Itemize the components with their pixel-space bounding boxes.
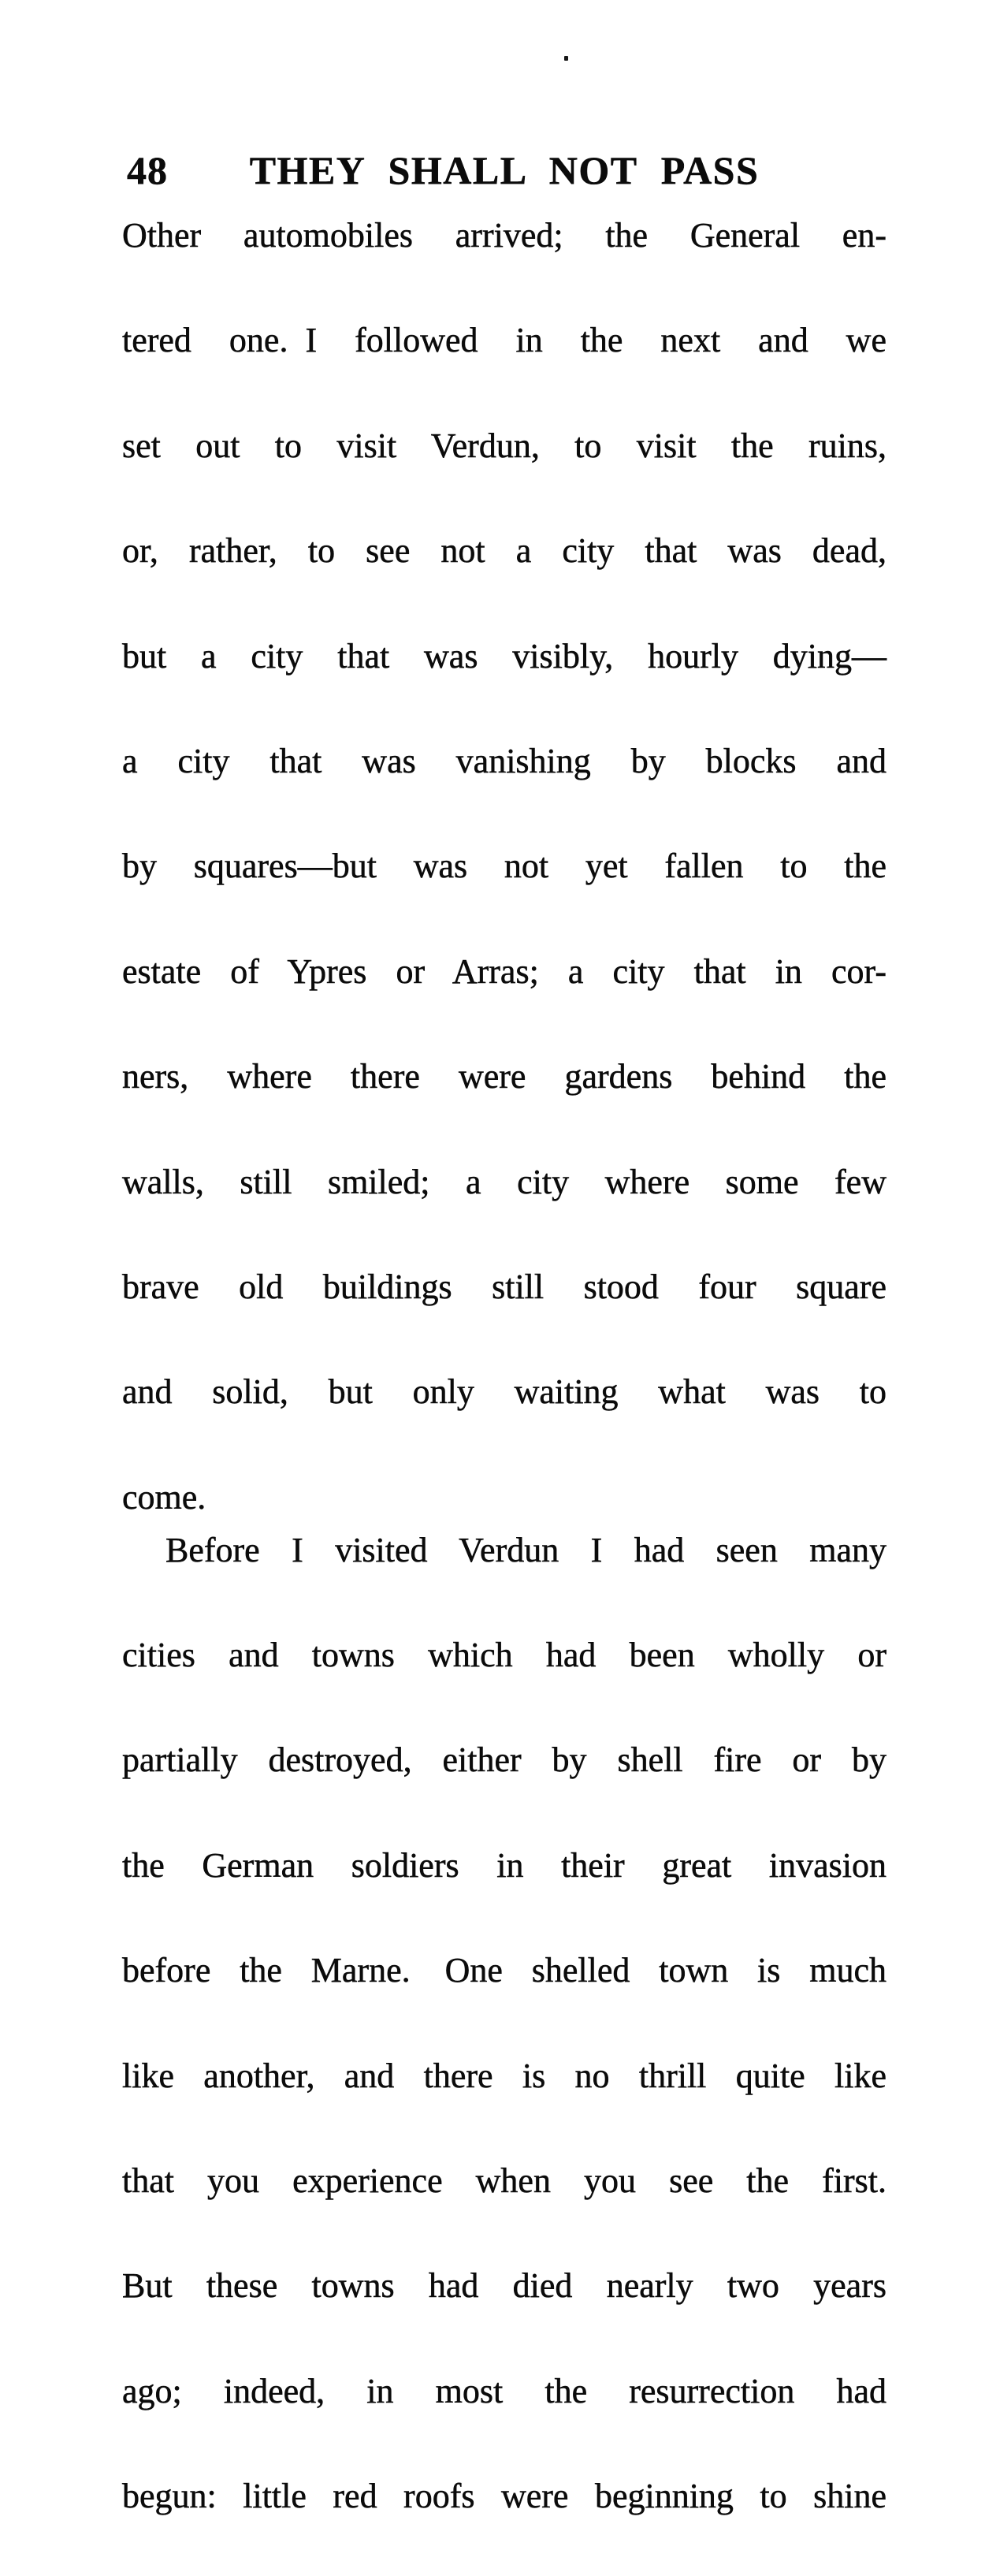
text-line: tered one. I followed in the next and we bbox=[122, 321, 886, 360]
scan-speck bbox=[564, 56, 568, 61]
running-title: THEY SHALL NOT PASS bbox=[249, 148, 760, 192]
text-line: begun: little red roofs were beginning to shine bbox=[122, 2477, 886, 2516]
text-line: the German soldiers in their great invasion bbox=[122, 1845, 886, 1885]
running-header bbox=[122, 149, 886, 193]
text-line: before the Marne. One shelled town is much bbox=[122, 1951, 886, 1990]
text-line-paragraph-end: come. bbox=[122, 1477, 206, 1517]
text-line: that you experience when you see the first. bbox=[122, 2161, 886, 2201]
text-line: ners, where there were gardens behind the bbox=[122, 1057, 886, 1096]
text-line: cities and towns which had been wholly or bbox=[122, 1635, 886, 1674]
text-line: like another, and there is no thrill quite like bbox=[122, 2056, 886, 2095]
text-line: and solid, but only waiting what was to bbox=[122, 1372, 886, 1412]
text-line: Other automobiles arrived; the General en- bbox=[122, 216, 886, 255]
text-line: but a city that was visibly, hourly dying— bbox=[122, 636, 886, 676]
text-line: walls, still smiled; a city where some few bbox=[122, 1162, 886, 1201]
text-line: set out to visit Verdun, to visit the ruins, bbox=[122, 426, 886, 465]
text-line-paragraph-start: Before I visited Verdun I had seen many bbox=[165, 1530, 886, 1569]
body-text bbox=[122, 210, 886, 2576]
text-line: ago; indeed, in most the resurrection had bbox=[122, 2371, 886, 2410]
text-line: a city that was vanishing by blocks and bbox=[122, 742, 886, 781]
text-line: partially destroyed, either by shell fire or by bbox=[122, 1740, 886, 1780]
page-number: 48 bbox=[127, 148, 168, 192]
text-line: or, rather, to see not a city that was dead, bbox=[122, 531, 886, 571]
text-line: estate of Ypres or Arras; a city that in cor- bbox=[122, 951, 886, 991]
text-line: brave old buildings still stood four square bbox=[122, 1268, 886, 1307]
text-line: by squares—but was not yet fallen to the bbox=[122, 847, 886, 886]
text-line: But these towns had died nearly two years bbox=[122, 2266, 886, 2306]
